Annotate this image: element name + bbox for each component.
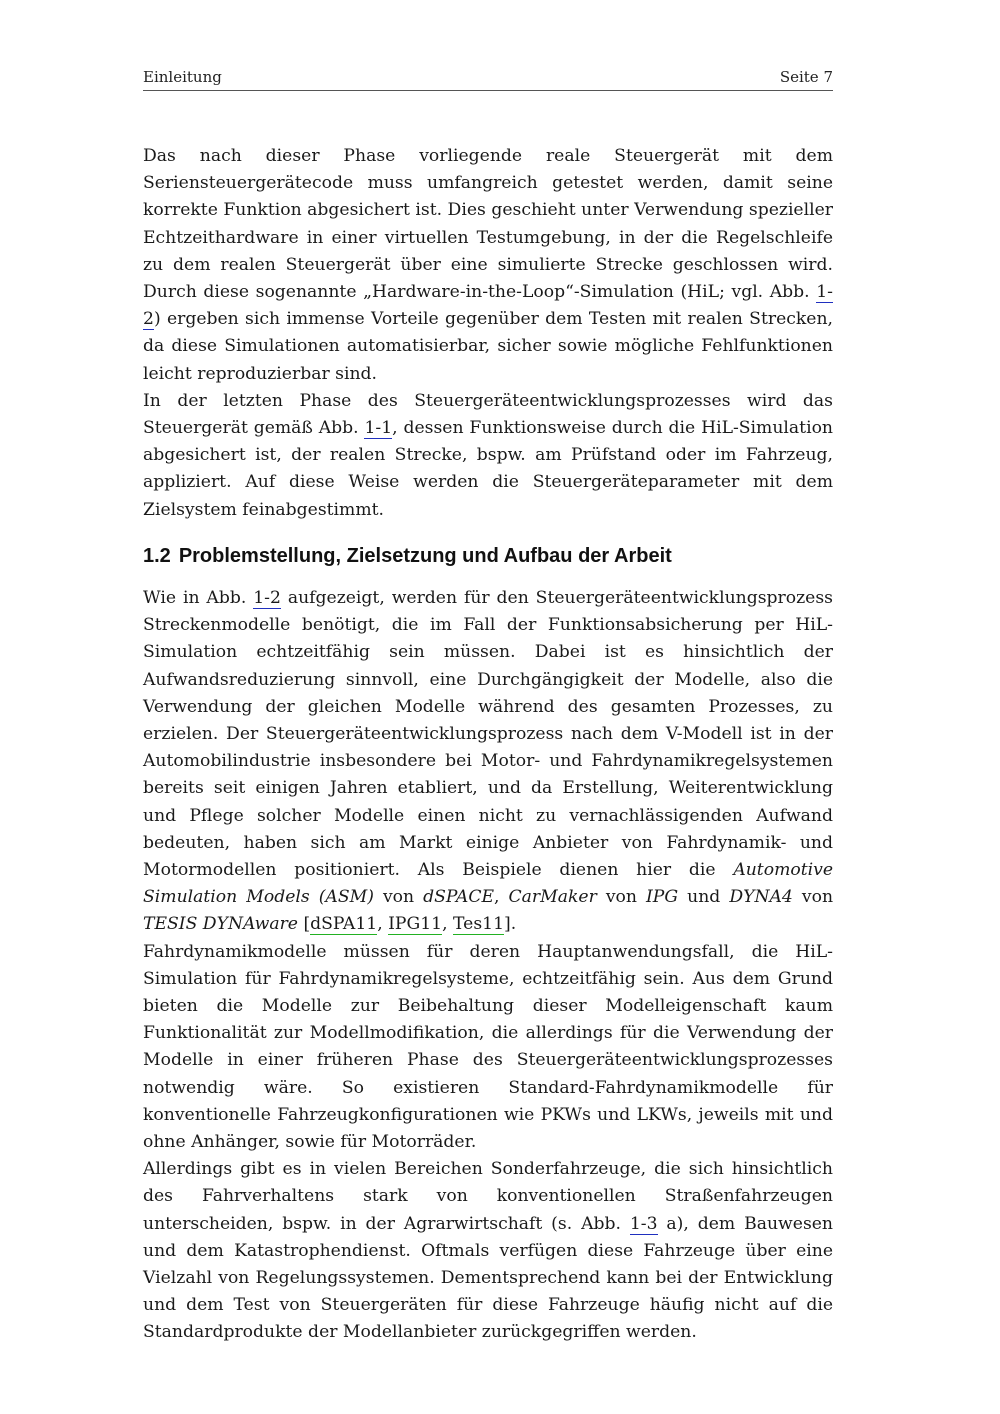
figure-ref-link[interactable]: 1-1 [364, 418, 393, 439]
figure-ref-link[interactable]: 1-2 [143, 282, 833, 330]
vendor-name: TESIS DYNAware [143, 914, 298, 935]
paragraph-realtime-models: Fahrdynamikmodelle müssen für deren Hauptanwendungsfall, die HiL-Simulation für Fahrdynamikregelsysteme, echtzeitfähig sein. Aus dem Grund bieten die Modelle zur Beibehaltung dieser Modelleigenschaft kaum Funktionalität zur Modellmodifikation, die allerdings für die Verwendung der Modelle in einer früheren Phase des Steuergeräteentwicklungsprozesses notwendig wäre. So existieren Standard-Fahrdynamikmodelle für konventionelle Fahrzeugkonfigurationen wie PKWs und LKWs, jeweils mit und ohne Anhänger, sowie für Motorräder. [143, 941, 833, 1153]
vendor-name: dSPACE [423, 887, 495, 908]
section-title: Problemstellung, Zielsetzung und Aufbau der Arbeit [178, 545, 672, 567]
header-section-title: Einleitung [143, 68, 222, 86]
running-header [143, 68, 833, 91]
figure-ref-link[interactable]: 1-3 [629, 1213, 658, 1234]
header-page-number: Seite 7 [779, 68, 833, 86]
paragraph-special-vehicles: Allerdings gibt es in vielen Bereichen Sonderfahrzeuge, die sich hinsichtlich des Fahrverhaltens stark von konventionellen Straßenfahrzeugen unterscheiden, bspw. in der Agrarwirtschaft (s. Abb. 1-3 a), dem Bauwesen und dem Katastrophendienst. Oftmals verfügen diese Fahrzeuge über eine Vielzahl von Regelungssystemen. Dementsprechend kann bei der Entwicklung und dem Test von Steuergeräten für diese Fahrzeuge häufig nicht auf die Standardprodukte der Modellanbieter zurückgegriffen werden. [143, 1159, 833, 1343]
figure-ref-link[interactable]: 1-2 [253, 588, 281, 608]
citation-link[interactable]: Tes11 [453, 914, 505, 935]
section-text-block [143, 585, 833, 1347]
vendor-name: IPG [646, 887, 679, 908]
product-name: DYNA4 [729, 887, 793, 908]
paragraph-model-providers: Wie in Abb. 1-2 aufgezeigt, werden für den Steuergeräteentwicklungsprozess Streckenmodelle benötigt, die im Fall der Funktionsabsicherung per HiL-Simulation echtzeitfähig sein müssen. Dabei ist es hinsichtlich der Aufwandsreduzierung sinnvoll, eine Durchgängigkeit der Modelle, also die Verwendung der gleichen Modelle während des gesamten Prozesses, zu erzielen. Der Steuergeräteentwicklungsprozess nach dem V-Modell ist in der Automobilindustrie insbesondere bei Motor- und Fahrdynamikregelsystemen bereits seit einigen Jahren etabliert, und da Erstellung, Weiterentwicklung und Pflege solcher Modelle einen nicht zu vernachlässigenden Aufwand bedeuten, haben sich am Markt einige Anbieter von Fahrdynamik- und Motormodellen positioniert. Als Beispiele dienen hier die Automotive Simulation Models (ASM) von dSPACE, CarMaker von IPG und DYNA4 von TESIS DYNAware [dSPA11, IPG11, Tes11]. [143, 588, 834, 935]
citation-link[interactable]: IPG11 [388, 914, 443, 935]
intro-text-block [143, 143, 833, 524]
product-name: Automotive Simulation Models (ASM) [143, 860, 833, 908]
paragraph-final-phase: In der letzten Phase des Steuergeräteentwicklungsprozesses wird das Steuergerät gemäß Abb. 1-1, dessen Funktionsweise durch die HiL-Simulation abgesichert ist, der realen Strecke, bspw. am Prüfstand oder im Fahrzeug, appliziert. Auf diese Weise werden die Steuergeräteparameter mit dem Zielsystem feinabgestimmt. [143, 390, 833, 520]
paragraph-hil-testing: Das nach dieser Phase vorliegende reale Steuergerät mit dem Seriensteuergerätecode muss umfangreich getestet werden, damit seine korrekte Funktion abgesichert ist. Dies geschieht unter Verwendung spezieller Echtzeithardware in einer virtuellen Testumgebung, in der die Regelschleife zu dem realen Steuergerät über eine simulierte Strecke geschlossen wird. Durch diese sogenannte „Hardware-in-the-Loop“-Simulation (HiL; vgl. Abb. 1-2) ergeben sich immense Vorteile gegenüber dem Testen mit realen Strecken, da diese Simulationen automatisierbar, sicher sowie mögliche Fehlfunktionen leicht reproduzierbar sind. [143, 146, 833, 384]
section-number: 1.2 [143, 545, 171, 567]
section-heading [143, 545, 833, 568]
citation-link[interactable]: dSPA11 [310, 914, 378, 935]
product-name: CarMaker [508, 887, 597, 908]
